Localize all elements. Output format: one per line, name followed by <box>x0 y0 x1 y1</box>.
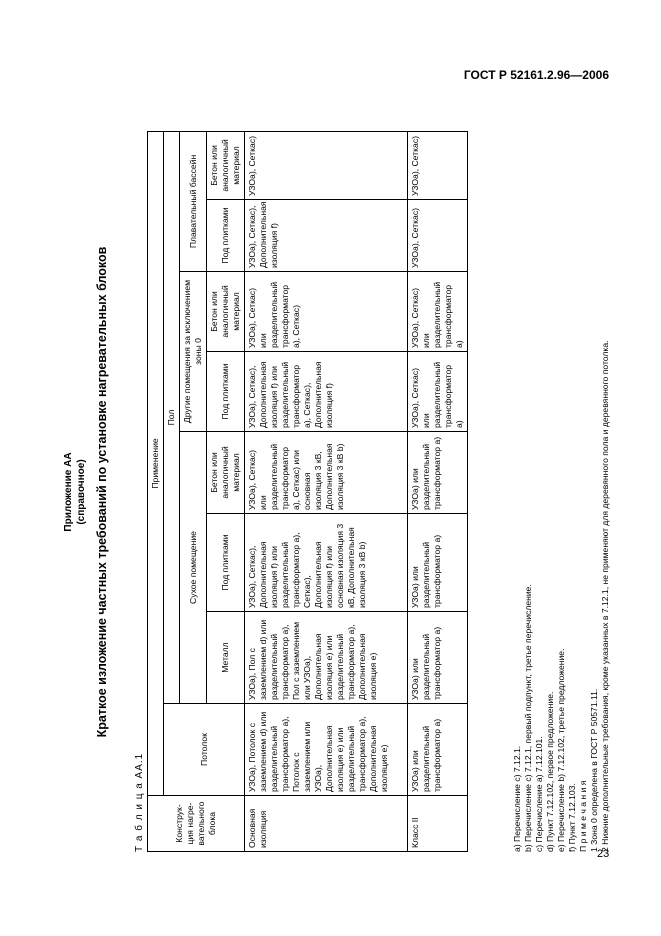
notes-heading: П р и м е ч а н и я <box>578 780 588 852</box>
cell: УЗОа) или разделительный трансформатор а) <box>408 612 468 704</box>
footnote: а) Перечисление с) 7.12.1. <box>512 745 522 852</box>
cell: УЗОа), Сеткас) <box>408 200 468 272</box>
appendix-heading <box>62 132 88 852</box>
footnotes-block <box>512 132 611 852</box>
cell: УЗОа), Сеткас) или разделительный трансформатор а) <box>408 272 468 352</box>
header-concrete-pool: Бетон или аналогичный материал <box>207 131 245 199</box>
table-label: Т а б л и ц а АА.1 <box>134 752 145 852</box>
cell: УЗОа), Сеткас), Дополнительная изоляция f) <box>245 200 408 272</box>
note-item: 1 Зона 0 определена в ГОСТ Р 50571.11. <box>589 688 599 852</box>
cell: УЗОа), Сеткас) или разделительный трансформатор а), Сеткас) или основная изоляция 3 кВ, Дополнительная изоляция 3 кВ b) <box>245 432 408 514</box>
cell: УЗОа), Сеткас) или разделительный трансформатор а) <box>408 352 468 432</box>
footnote: f) Пункт 7.12.103. <box>567 783 577 852</box>
header-tile-dry: Под плитками <box>207 514 245 612</box>
cell: УЗОа), Сеткас) или разделительный трансформатор а), Сеткас) <box>245 272 408 352</box>
cell: УЗОа), Потолок с заземлением d) или разделительный трансформатор а), Потолок с заземлением или УЗОа), Дополнительная изоляция е) или разделительный трансформатор а), Дополнительная изоляция е) <box>245 704 408 796</box>
cell: УЗОа) или разделительный трансформатор а) <box>408 432 468 514</box>
cell: УЗОа), Сеткас), Дополнительная изоляция f) или разделительный трансформатор а), Сеткас), Дополнительная изоляция f) <box>245 352 408 432</box>
rotated-table-page <box>62 132 610 852</box>
page-number: 23 <box>597 848 610 860</box>
header-dry-room: Сухое помещение <box>180 432 207 704</box>
cell: УЗОа) или разделительный трансформатор а) <box>408 514 468 612</box>
note-item: 2 Нижние дополнительные требования, кроме указанных в 7.12.1, не применяют для деревянного пола и деревянного потолка. <box>600 340 610 852</box>
header-other-rooms: Другие помещения за исключением зоны 0 <box>180 272 207 432</box>
header-concrete-other: Бетон или аналогичный материал <box>207 272 245 352</box>
header-ceiling: Потолок <box>164 704 245 796</box>
appendix-title: Приложение АА <box>63 452 74 532</box>
table-row <box>245 131 408 851</box>
table-title: Краткое изложение частных требований по установке нагревательных блоков <box>95 246 109 738</box>
header-construction: Конструк-ция нагре-вательного блока <box>148 796 245 852</box>
requirements-table <box>147 131 468 852</box>
cell: УЗОа), Сеткас), Дополнительная изоляция f) или разделительный трансформатор а), Сеткас), Дополнительная изоляция f) или основная изоляция 3 кВ, Дополнительная изоляция 3 кВ b) <box>245 514 408 612</box>
table-row <box>408 131 468 851</box>
header-pool: Плавательный бассейн <box>180 131 207 271</box>
header-application: Применение <box>148 131 164 795</box>
footnote: е) Перечисление b) 7.12.102, третье предложение. <box>556 648 566 852</box>
standard-number: ГОСТ Р 52161.2.96—2006 <box>463 68 609 82</box>
row-label: Класс II <box>408 796 468 852</box>
row-label: Основная изоляция <box>245 796 408 852</box>
cell: УЗОа), Пол с заземлением d) или разделительный трансформатор а), Пол с заземлением или УЗОа), Дополнительная изоляция е) или разделительный трансформатор а), Дополнительная изоляция е) <box>245 612 408 704</box>
header-floor: Пол <box>164 131 180 703</box>
cell: УЗОа), Сеткас) <box>245 131 408 199</box>
header-metal-dry: Металл <box>207 612 245 704</box>
header-tile-pool: Под плитками <box>207 200 245 272</box>
footnote: d) Пункт 7.12.102, первое предложение. <box>545 691 555 852</box>
header-concrete-dry: Бетон или аналогичный материал <box>207 432 245 514</box>
footnote: с) Перечисление а) 7.12.101. <box>534 736 544 852</box>
footnote: b) Перечисление с) 7.12.1, первый подпункт, третье перечисление. <box>523 584 533 852</box>
appendix-subtitle: (справочное) <box>76 459 87 525</box>
header-tile-other: Под плитками <box>207 352 245 432</box>
cell: УЗОа), Сеткас) <box>408 131 468 199</box>
cell: УЗОа) или разделительный трансформатор а) <box>408 704 468 796</box>
